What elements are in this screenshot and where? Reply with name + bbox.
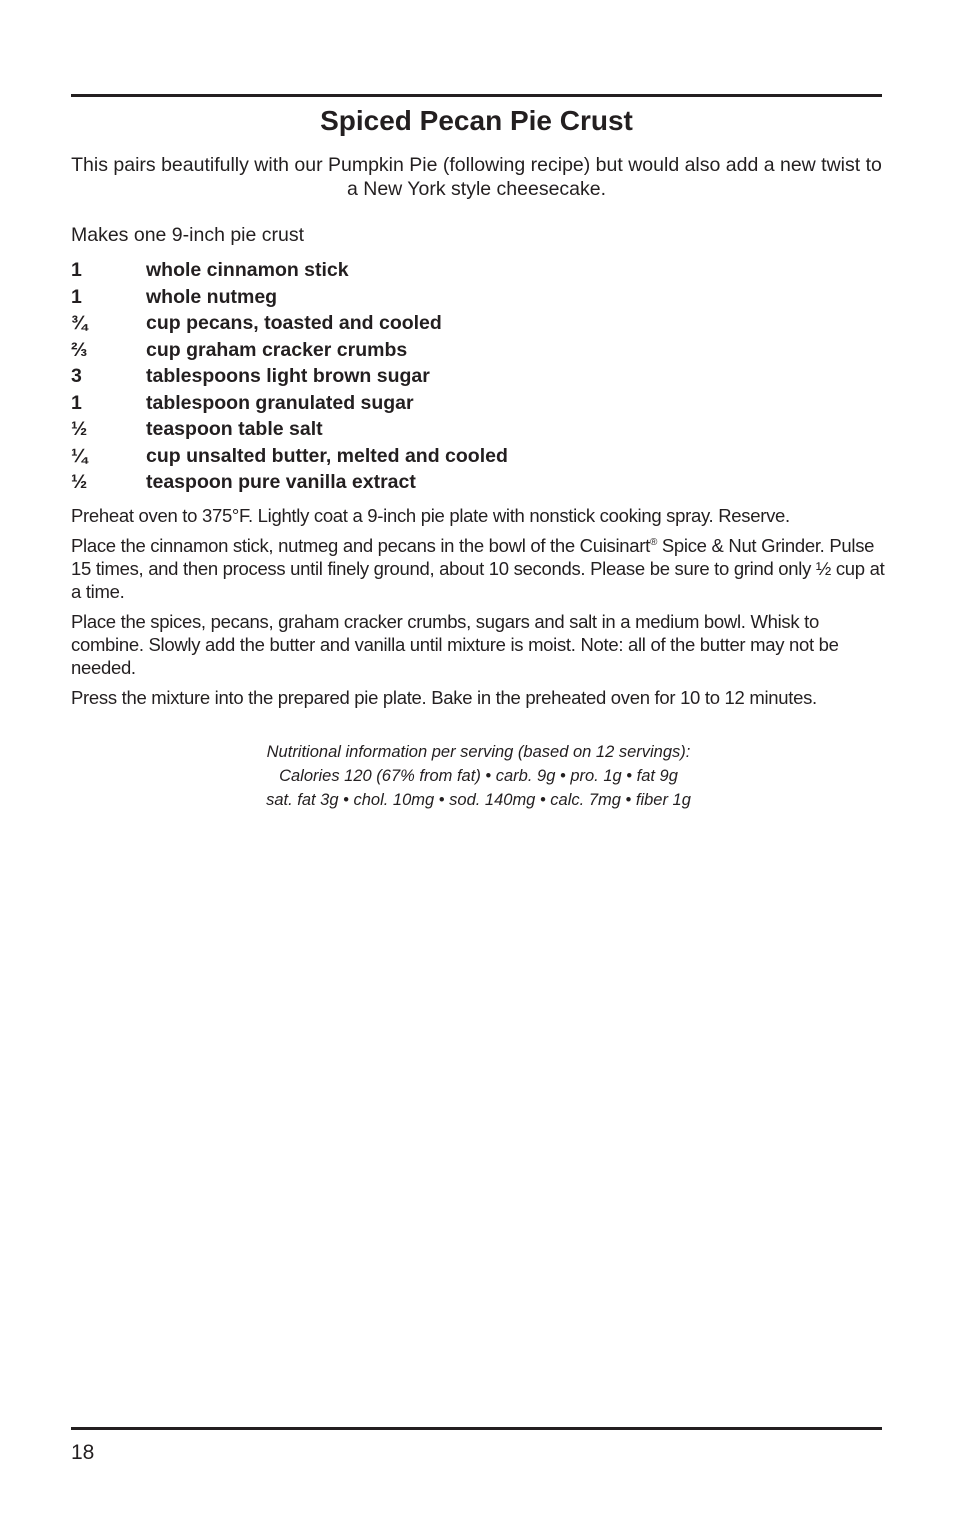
ingredient-quantity: 3 <box>71 365 82 387</box>
ingredient-quantity: 1 <box>71 285 82 308</box>
registered-mark: ® <box>649 537 658 548</box>
ingredient-quantity: ¼ <box>71 444 88 467</box>
ingredient-quantity: 1 <box>71 391 82 414</box>
ingredient-quantity: ⅔ <box>71 338 88 361</box>
recipe-yield: Makes one 9-inch pie crust <box>71 224 305 246</box>
ingredient-quantity: ½ <box>71 418 88 440</box>
recipe-intro: This pairs beautifully with our Pumpkin Pie (following recipe) but would also add a new twist to a New York style cheesecake. <box>71 154 882 200</box>
recipe-title: Spiced Pecan Pie Crust <box>320 105 633 136</box>
method-steps <box>71 504 886 716</box>
bottom-divider <box>71 1427 882 1430</box>
ingredient-name: cup pecans, toasted and cooled <box>146 312 442 334</box>
ingredient-name: whole nutmeg <box>146 285 278 308</box>
ingredient-quantity: ½ <box>71 471 88 493</box>
method-step-2 <box>71 534 886 603</box>
ingredient-row <box>71 443 508 470</box>
page-number: 18 <box>71 1441 95 1464</box>
ingredient-row <box>71 363 508 390</box>
ingredient-name: tablespoons light brown sugar <box>146 365 430 387</box>
ingredient-row <box>71 337 508 364</box>
ingredient-row <box>71 416 508 443</box>
ingredient-list <box>71 257 508 496</box>
nutrition-info <box>71 740 886 812</box>
nutrition-line: Calories 120 (67% from fat) • carb. 9g • pro. 1g • fat 9g <box>279 767 678 785</box>
ingredient-quantity: 1 <box>71 259 82 281</box>
method-step-2-text-b: Spice & Nut Grinder. Pulse 15 times, and then process until finely ground, about 10 seconds. Please be sure to grind only ½ cup at a time. <box>71 535 885 602</box>
ingredient-row <box>71 390 508 417</box>
method-step-1: Preheat oven to 375°F. Lightly coat a 9-inch pie plate with nonstick cooking spray. Reserve. <box>71 505 790 526</box>
nutrition-line: sat. fat 3g • chol. 10mg • sod. 140mg • calc. 7mg • fiber 1g <box>266 791 691 809</box>
ingredient-name: cup unsalted butter, melted and cooled <box>146 444 508 467</box>
ingredient-name: teaspoon pure vanilla extract <box>146 471 416 493</box>
top-divider <box>71 94 882 97</box>
ingredient-name: cup graham cracker crumbs <box>146 338 408 361</box>
ingredient-quantity: ¾ <box>71 312 88 334</box>
ingredient-row <box>71 284 508 311</box>
ingredient-row <box>71 469 508 496</box>
method-step-3: Place the spices, pecans, graham cracker crumbs, sugars and salt in a medium bowl. Whisk to combine. Slowly add the butter and vanilla until mixture is moist. Note: all of the butter may not be needed. <box>71 611 839 678</box>
method-step-4: Press the mixture into the prepared pie plate. Bake in the preheated oven for 10 to 12 minutes. <box>71 687 817 708</box>
ingredient-name: teaspoon table salt <box>146 418 323 440</box>
ingredient-row <box>71 257 508 284</box>
ingredient-row <box>71 310 508 337</box>
ingredient-name: whole cinnamon stick <box>146 259 349 281</box>
nutrition-heading: Nutritional information per serving (based on 12 servings): <box>266 743 691 761</box>
ingredient-name: tablespoon granulated sugar <box>146 391 414 414</box>
method-step-2-text-a: Place the cinnamon stick, nutmeg and pecans in the bowl of the Cuisinart <box>71 535 650 556</box>
